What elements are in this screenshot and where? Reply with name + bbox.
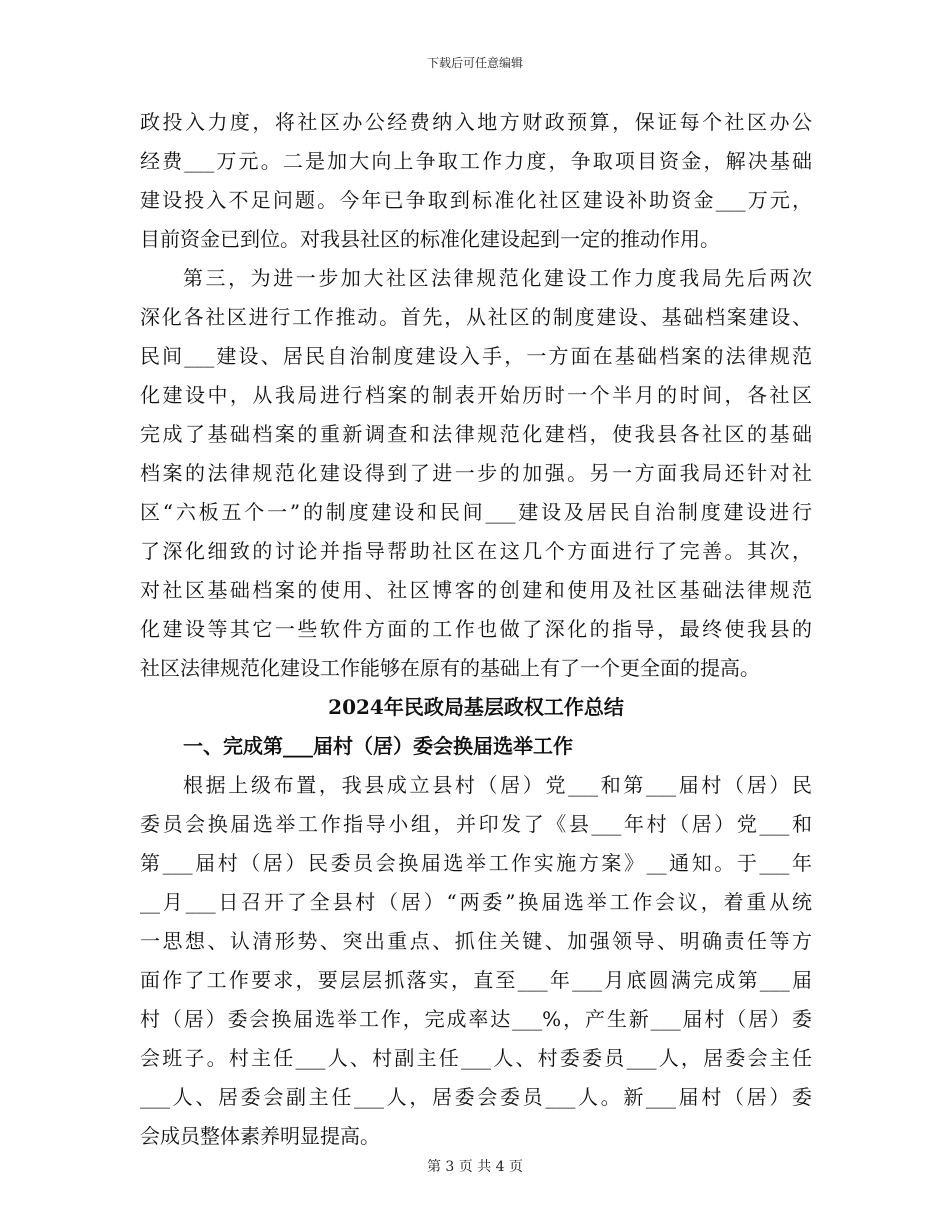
page-header: 下载后可任意编辑 xyxy=(426,56,523,70)
document-body xyxy=(140,103,812,1156)
paragraph-line: 建设投入不足问题。今年已争取到标准化社区建设补助资金___万元， xyxy=(140,188,812,212)
paragraph-line: 面作了工作要求，要层层抓落实，直至___年___月底圆满完成第___届 xyxy=(140,968,812,992)
paragraph-line: 会班子。村主任___人、村副主任___人、村委委员___人，居委会主任 xyxy=(140,1046,812,1070)
paragraph-line: 区“六板五个一”的制度建设和民间___建设及居民自治制度建设进行 xyxy=(140,500,812,524)
paragraph-line: 政投入力度，将社区办公经费纳入地方财政预算，保证每个社区办公 xyxy=(140,110,812,134)
paragraph-line: ___人、居委会副主任___人，居委会委员___人。新___届村（居）委 xyxy=(140,1085,812,1109)
paragraph-line: 村（居）委会换届选举工作，完成率达___%，产生新___届村（居）委 xyxy=(140,1007,812,1031)
paragraph-line: 委员会换届选举工作指导小组，并印发了《县___年村（居）党___和 xyxy=(140,812,812,836)
paragraph-line: 完成了基础档案的重新调查和法律规范化建档，使我县各社区的基础 xyxy=(140,422,812,446)
paragraph-line: 目前资金已到位。对我县社区的标准化建设起到一定的推动作用。 xyxy=(140,227,720,251)
paragraph-line: 会成员整体素养明显提高。 xyxy=(140,1124,380,1148)
paragraph-line: 民间___建设、居民自治制度建设入手，一方面在基础档案的法律规范 xyxy=(140,344,812,368)
paragraph-line: 第三，为进一步加大社区法律规范化建设工作力度我局先后两次 xyxy=(183,266,812,290)
paragraph-line: 一思想、认清形势、突出重点、抓住关键、加强领导、明确责任等方 xyxy=(140,929,812,953)
paragraph-line: 化建设中，从我局进行档案的制表开始历时一个半月的时间，各社区 xyxy=(140,383,812,407)
paragraph-line: 对社区基础档案的使用、社区博客的创建和使用及社区基础法律规范 xyxy=(140,578,812,602)
paragraph-line: 档案的法律规范化建设得到了进一步的加强。另一方面我局还针对社 xyxy=(140,461,812,485)
paragraph-line: 深化各社区进行工作推动。首先，从社区的制度建设、基础档案建设、 xyxy=(140,305,812,329)
page-footer: 第 3 页 共 4 页 xyxy=(426,1159,524,1175)
paragraph-line: 经费___万元。二是加大向上争取工作力度，争取项目资金，解决基础 xyxy=(140,149,812,173)
paragraph-line: __月___日召开了全县村（居）“两委”换届选举工作会议，着重从统 xyxy=(140,890,812,914)
paragraph-line: 第___届村（居）民委员会换届选举工作实施方案》__通知。于___年 xyxy=(140,851,812,875)
paragraph-line: 化建设等其它一些软件方面的工作也做了深化的指导，最终使我县的 xyxy=(140,617,812,641)
paragraph-line: 根据上级布置，我县成立县村（居）党___和第___届村（居）民 xyxy=(183,773,812,797)
section-heading: 一、完成第___届村（居）委会换届选举工作 xyxy=(183,734,573,758)
document-title: 2024年民政局基层政权工作总结 xyxy=(328,695,624,719)
paragraph-line: 了深化细致的讨论并指导帮助社区在这几个方面进行了完善。其次， xyxy=(140,539,812,563)
paragraph-line: 社区法律规范化建设工作能够在原有的基础上有了一个更全面的提高。 xyxy=(140,656,760,680)
